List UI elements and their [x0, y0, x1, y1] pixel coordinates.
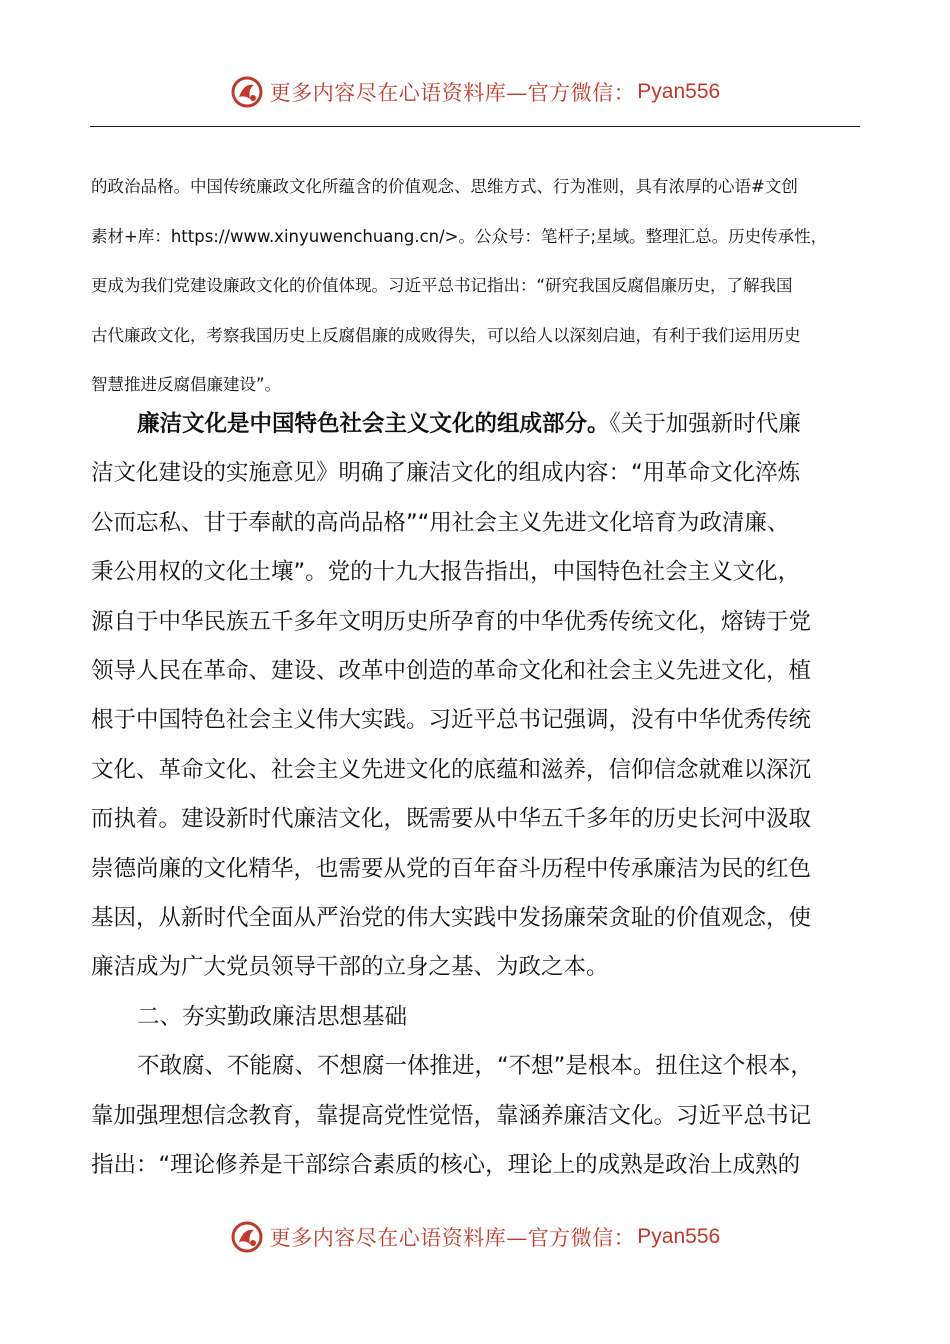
- text-line: 文化、革命文化、社会主义先进文化的底蕴和滋养，信仰信念就难以深沉: [91, 756, 812, 783]
- text-line: 秉公用权的文化土壤”。党的十九大报告指出，中国特色社会主义文化，: [91, 559, 801, 586]
- text-line: 崇德尚廉的文化精华，也需要从党的百年奋斗历程中传承廉洁为民的红色: [91, 855, 812, 882]
- footer-banner: [0, 1215, 950, 1259]
- section-one-lead-rest: 《关于加强新时代廉: [609, 411, 801, 437]
- section-one-lead: 廉洁文化是中国特色社会主义文化的组成部分。: [137, 411, 610, 437]
- text-line: 靠加强理想信念教育，靠提高党性觉悟，靠涵养廉洁文化。习近平总书记: [91, 1102, 812, 1129]
- wechat-id: Pyan556: [637, 1225, 721, 1248]
- text-line: 根于中国特色社会主义伟大实践。习近平总书记强调，没有中华优秀传统: [91, 707, 812, 734]
- text-line: 廉洁成为广大党员领导干部的立身之基、为政之本。: [91, 954, 609, 981]
- text-line: 源自于中华民族五千多年文明历史所孕育的中华优秀传统文化，熔铸于党: [91, 608, 812, 635]
- banner-text: 更多内容尽在心语资料库—官方微信：: [269, 1226, 636, 1250]
- text-line: 洁文化建设的实施意见》明确了廉洁文化的组成内容：“用革命文化淬炼: [91, 460, 801, 487]
- wechat-id: Pyan556: [637, 80, 721, 103]
- text-line: 古代廉政文化，考察我国历史上反腐倡廉的成败得失，可以给人以深刻启迪，有利于我们运用历史: [91, 325, 801, 345]
- header-banner: [0, 70, 950, 114]
- text-line: 素材+库：https://www.xinyuwenchuang.cn/>。公众号：笔杆子;星域。整理汇总。历史传承性，: [91, 226, 828, 246]
- brand-logo-icon: [230, 1220, 264, 1254]
- text-line: 公而忘私、甘于奉献的高尚品格”“用社会主义先进文化培育为政清廉、: [91, 509, 790, 536]
- main-body: [91, 400, 863, 1191]
- intro-paragraph: [91, 162, 861, 410]
- text-line: 领导人民在革命、建设、改革中创造的革命文化和社会主义先进文化，植: [91, 658, 812, 685]
- header-divider: [90, 126, 860, 127]
- text-line: 而执着。建设新时代廉洁文化，既需要从中华五千多年的历史长河中汲取: [91, 806, 812, 833]
- text-line: 智慧推进反腐倡廉建设”。: [91, 375, 282, 394]
- section-two-heading: 二、夯实勤政廉洁思想基础: [137, 1003, 408, 1030]
- brand-logo-icon: [230, 75, 264, 109]
- banner-text: 更多内容尽在心语资料库—官方微信：: [269, 81, 636, 105]
- text-line: 的政治品格。中国传统廉政文化所蕴含的价值观念、思维方式、行为准则，具有浓厚的心语#文创: [91, 177, 798, 196]
- text-line: 更成为我们党建设廉政文化的价值体现。习近平总书记指出：“研究我国反腐倡廉历史，了解我国: [91, 276, 793, 295]
- section-one-first-line: [91, 400, 863, 449]
- text-line: 基因，从新时代全面从严治党的伟大实践中发扬廉荣贪耻的价值观念，使: [91, 905, 812, 932]
- text-line: 指出：“理论修养是干部综合素质的核心，理论上的成熟是政治上成熟的: [91, 1152, 801, 1179]
- text-line: 不敢腐、不能腐、不想腐一体推进，“不想”是根本。扭住这个根本，: [137, 1053, 813, 1080]
